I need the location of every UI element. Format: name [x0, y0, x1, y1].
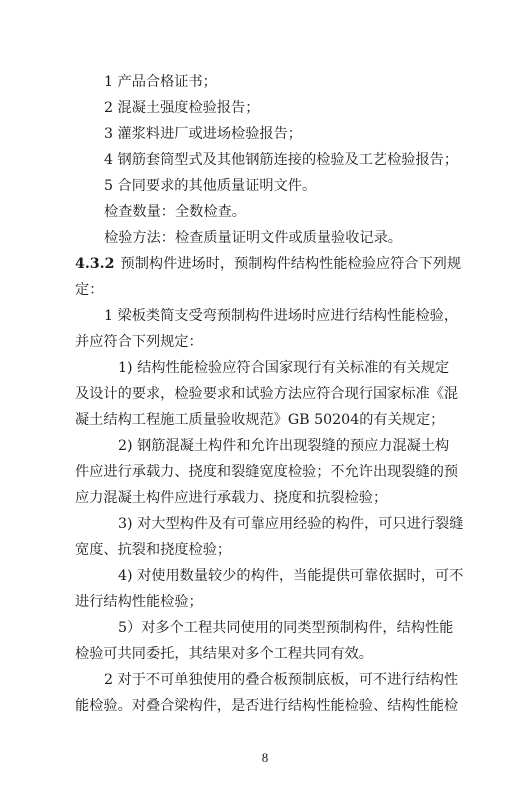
rule-1-continued: 及设计的要求，检验要求和试验方法应符合现行国家标准《混: [75, 386, 459, 402]
section-number: 4.3.2: [75, 256, 115, 272]
rule-5: 5）对多个工程共同使用的同类型预制构件，结构性能: [118, 620, 454, 636]
paragraph-2: 2 对于不可单独使用的叠合板预制底板，可不进行结构性: [104, 672, 459, 688]
rule-1: 1) 结构性能检验应符合国家现行有关标准的有关规定: [118, 360, 450, 376]
paragraph-2-continued: 能检验。对叠合梁构件，是否进行结构性能检验、结构性能检: [75, 698, 459, 714]
rule-4-continued: 进行结构性能检验；: [75, 594, 203, 610]
paragraph-1: 1 梁板类简支受弯预制构件进场时应进行结构性能检验，: [104, 308, 459, 324]
section-text: 预制构件进场时，预制构件结构性能检验应符合下列规: [120, 256, 462, 272]
rule-2-continued: 件应进行承载力、挠度和裂缝宽度检验；不允许出现裂缝的预: [75, 464, 459, 480]
check-method: 检验方法：检查质量证明文件或质量验收记录。: [104, 230, 402, 246]
list-item: 5 合同要求的其他质量证明文件。: [104, 178, 317, 194]
section-text-continued: 定：: [75, 282, 104, 298]
rule-3: 3) 对大型构件及有可靠应用经验的构件，可只进行裂缝: [118, 516, 464, 532]
rule-5-continued: 检验可共同委托，其结果对多个工程共同有效。: [75, 646, 373, 662]
rule-3-continued: 宽度、抗裂和挠度检验；: [75, 542, 232, 558]
list-item: 3 灌浆料进厂或进场检验报告；: [104, 126, 302, 142]
rule-1-continued: 凝土结构工程施工质量验收规范》GB 50204的有关规定；: [75, 412, 445, 428]
check-quantity: 检查数量：全数检查。: [104, 204, 246, 220]
list-item: 2 混凝土强度检验报告；: [104, 100, 260, 116]
paragraph-1-continued: 并应符合下列规定：: [75, 334, 203, 350]
list-item: 4 钢筋套筒型式及其他钢筋连接的检验及工艺检验报告；: [104, 152, 459, 168]
rule-4: 4) 对使用数量较少的构件，当能提供可靠依据时，可不: [118, 568, 464, 584]
list-item: 1 产品合格证书；: [104, 74, 217, 90]
section-heading: [0, 254, 530, 274]
page-number: 8: [261, 750, 269, 765]
rule-2-continued: 应力混凝土构件应进行承载力、挠度和抗裂检验；: [75, 490, 388, 506]
rule-2: 2) 钢筋混凝土构件和允许出现裂缝的预应力混凝土构: [118, 438, 450, 454]
